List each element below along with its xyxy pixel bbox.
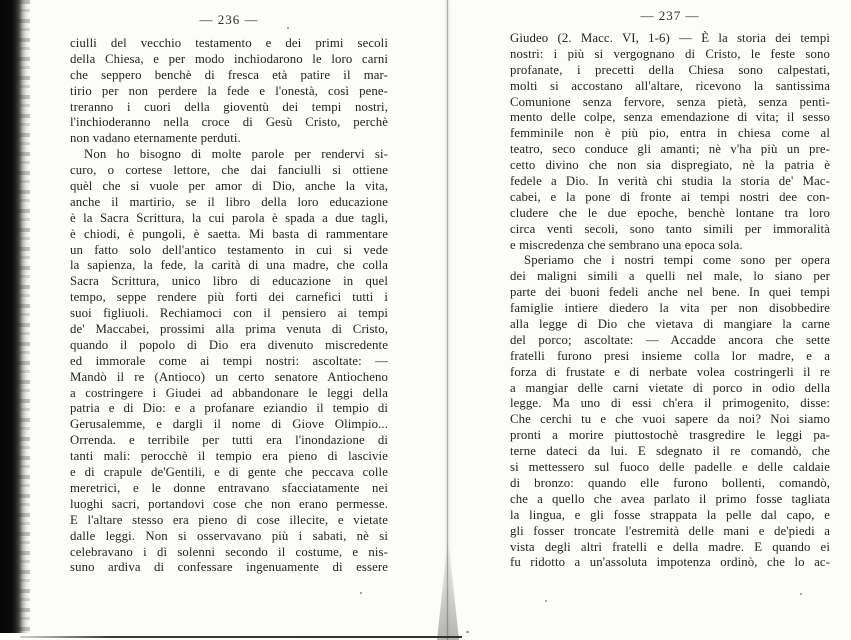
text-line: suno ardiva di confessare ingenuamente di essere [70, 560, 388, 575]
text-line: profanate, i precetti della Chiesa sono calpestati, [510, 62, 830, 77]
text-line: è la Sacra Scrittura, la cui parola è spada a due tagli, [70, 210, 388, 225]
scan-bottom-edge-line [20, 636, 462, 638]
text-line: della Chiesa, e per modo inchiodarono le loro carni [70, 51, 388, 66]
text-line: cetto divino che non sia dispregiato, nè la patria è [510, 158, 830, 173]
text-line: di bronzo: quando elle furono bollenti, comandò, [510, 475, 830, 490]
text-line: si mettessero sul fuoco delle padelle e delle caldaie [510, 460, 830, 475]
text-line: tempo, seppe rendere più forti dei carnefici tutti i [70, 290, 388, 305]
page-gutter-fold-line [447, 0, 448, 640]
text-line: Comunione senza fervore, senza pietà, senza penti- [510, 94, 830, 109]
page-236 [70, 12, 388, 576]
text-line: del porco; ascoltate: — Accadde ancora che sette [510, 332, 830, 347]
text-line: meretrici, e le donne entravano sfacciatamente nei [70, 480, 388, 495]
text-line: legge. Ma uno di essi ch'era il primogenito, disse: [510, 396, 830, 411]
text-line: luoghi sacri, portandovi cose che non erano permesse. [70, 496, 388, 511]
text-line: vista degli altri fratelli e della madre. E quando ei [510, 539, 830, 554]
text-line: che seppero benchè di fresca età patire il mar- [70, 67, 388, 82]
text-line: Giudeo (2. Macc. VI, 1-6) — È la storia dei tempi [510, 31, 830, 45]
text-line: fu ridotto a un'assoluta impotenza ordinò, che lo ac- [510, 555, 830, 570]
text-line: suoi figliuoli. Rechiamoci con il pensiero ai tempi [70, 306, 388, 321]
page-number-left: — 236 — [199, 12, 259, 27]
text-line: femminile non è più pio, entra in chiesa come al [510, 126, 830, 141]
text-line: dei maligni simili a quelli nel male, lo siano per [510, 269, 830, 284]
text-line: un fatto solo dell'antico testamento in cui si vede [70, 242, 388, 257]
text-line: la sapienza, la fede, la carità di una madre, che colla [70, 258, 388, 273]
text-line: che a quello che avea parlato il primo fosse tagliata [510, 491, 830, 506]
text-line: Sacra Scrittura, unico libro di educazione in quel [70, 274, 388, 289]
text-line: E l'altare stesso era pieno di cose illecite, e vietate [70, 512, 388, 527]
text-line: l'inchioderanno nella croce di Gesù Cristo, perchè [70, 115, 388, 130]
text-line: dalle leggi. Non si osservavano più i sabati, nè si [70, 528, 388, 543]
text-line: pronti a morire piuttostochè trasgredire le leggi pa- [510, 428, 830, 443]
text-line: Che cerchi tu e che vuoi sapere da noi? Noi siamo [510, 412, 830, 427]
text-line: circa venti secoli, sono tanto simili per immoralità [510, 221, 830, 236]
text-line: tanti mali: perocchè il tempio era pieno di lascivie [70, 449, 388, 464]
text-line: Orrenda. e terribile per tutti era l'inondazione di [70, 433, 388, 448]
scan-speck [545, 600, 547, 602]
text-line: alla legge di Dio che vietava di mangiare la carne [510, 317, 830, 332]
text-line: Gerusalemme, e dargli il nome di Giove Olimpio... [70, 417, 388, 432]
text-line: nostri: i più si vergognano di Cristo, le feste sono [510, 46, 830, 61]
text-line: ed immorale come ai tempi nostri: ascoltate: — [70, 353, 388, 368]
text-line: patria e di Dio: e a profanare eziandio il tempio di [70, 401, 388, 416]
text-line: forza di frustate e di nerbate volea costringerli il re [510, 364, 830, 379]
scan-left-edge-shadow [0, 0, 30, 633]
text-line: anche il martirio, se il libro della loro educazione [70, 194, 388, 209]
page-gutter-fold-shadow [437, 545, 459, 640]
text-line: a mangiar delle carni vietate di porco in odio della [510, 380, 830, 395]
text-line: celebravano i dì solenni secondo il costume, e nis- [70, 544, 388, 559]
scan-speck [800, 593, 802, 595]
scan-speck [466, 631, 469, 633]
text-line: e miscredenza che sembrano una epoca sola. [510, 237, 743, 252]
text-line: è chiodi, è pungoli, è saetta. Mi basta di rammentare [70, 226, 388, 241]
text-line: non vadano eternamente perduti. [70, 131, 241, 146]
text-line: cludere che le due epoche, benchè lontane tra loro [510, 205, 830, 220]
text-line: Speriamo che i nostri tempi come sono per opera [524, 253, 830, 268]
text-line: gli fosser troncate l'estremità delle mani e de'piedi a [510, 523, 830, 538]
text-line: fratelli furono presi insieme colla lor madre, e a [510, 348, 830, 363]
text-line: Non ho bisogno di molte parole per rendervi si- [84, 147, 388, 162]
text-line: terne dateci da lui. E sdegnato il re comandò, che [510, 444, 830, 459]
text-line: famiglie intiere diedero la vita per non disobbedire [510, 301, 830, 316]
text-line: Mandò il re (Antioco) un certo senatore Antiocheno [70, 369, 388, 384]
text-line: quèl che si vuole per amor di Dio, anche la vita, [70, 179, 388, 194]
text-line: teatro, seco conduce gli amanti; nè v'ha più un pre- [510, 142, 830, 157]
text-line: tirio per non perdere la fede e l'onestà, così pene- [70, 83, 388, 98]
text-line: quando il popolo di Dio era divenuto miscredente [70, 337, 388, 352]
text-line: a costringere i Giudei ad abbandonare le leggi della [70, 385, 388, 400]
page-236-text-column [70, 36, 388, 576]
text-line: curo, o cortese lettore, che dai fanciulli si ottiene [70, 163, 388, 178]
page-number-right: — 237 — [640, 8, 700, 23]
text-line: de' Maccabei, prossimi alla prima venuta di Cristo, [70, 322, 388, 337]
text-line: mento delle colpe, senza emendazione di vita; il sesso [510, 110, 830, 125]
page-237 [510, 8, 830, 571]
text-line: fedele a Dio. In verità chi studia la storia de' Mac- [510, 174, 830, 189]
text-line: parte dei buoni fedeli anche nel bene. In quei tempi [510, 285, 830, 300]
page-237-text-column [510, 31, 830, 571]
text-line: e di crapule de'Gentili, e di gente che peccava colle [70, 465, 388, 480]
text-line: ciulli del vecchio testamento e dei primi secoli [70, 36, 388, 50]
text-line: treranno i cuori della gioventù dei tempi nostri, [70, 99, 388, 114]
text-line: molti si accostano all'altare, ricevono la santissima [510, 78, 830, 93]
text-line: la lingua, e gli fosse strappata la pelle dal capo, e [510, 507, 830, 522]
scan-speck [360, 592, 362, 594]
text-line: cabei, e la pone di fronte ai tempi nostri dee con- [510, 189, 830, 204]
